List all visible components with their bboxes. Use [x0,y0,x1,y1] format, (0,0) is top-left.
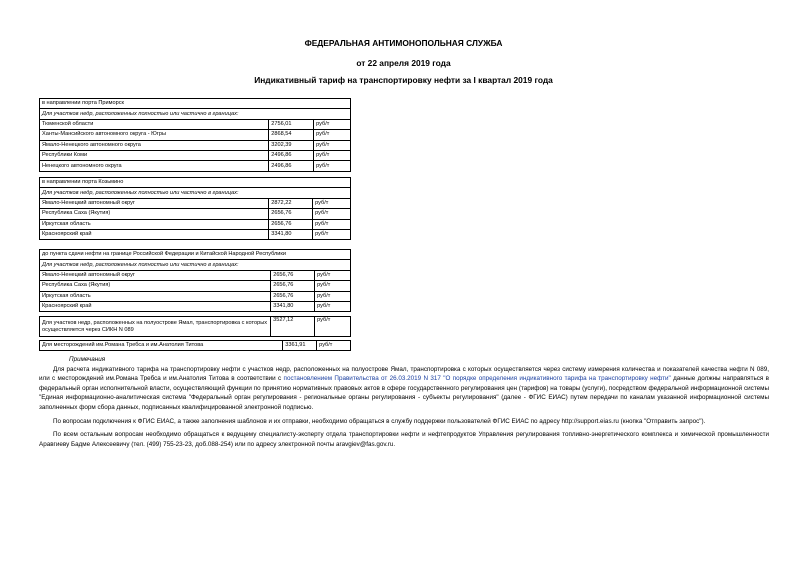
table-kozmino [39,177,351,240]
table-row: Ямало-Ненецкий автономный округ 2872,22 руб/т [40,198,351,208]
table-row: Республика Саха (Якутия) 2656,76 руб/т [40,209,351,219]
table-row: Иркутская область 2656,76 руб/т [40,291,351,301]
note-paragraph: Для расчета индикативного тарифа на транспортировку нефти с участков недр, расположенных на полуострове Ямал, транспортировка с которых осуществляется через систему измерения количества и показателей качества нефти N 089, или с месторождений им.Романа Требса и им.Анатолия Титова в соответствии с постановлением Правительства от 26.03.2019 N 317 "О порядке определения индикативного тарифа на транспортировку нефти" данные должны направляться в федеральный орган исполнительной власти, осуществляющий функции по принятию нормативных правовых актов в сфере государственного регулирования цен (тарифов) на товары (услуги), посредством федеральной информационной системы "Единая информационно-аналитическая система "Федеральный орган регулирования - региональные органы регулирования - субъекты регулирования" (далее - ФГИС ЕИАС) путем передачи по каналам указанной информационной системы заполненных форм сбора данных, подписанных квалифицированной электронной подписью. [39,365,769,411]
table-direction: до пункта сдачи нефти на границе Российской Федерации и Китайской Народной Республики [40,250,351,260]
table-row: Для участков недр, расположенных на полуострове Ямал, транспортировка с которых осуществляется через СИКН N 089 3527,12 руб/т [40,317,351,337]
notes-title: Примечания [69,356,106,363]
table-subheader: Для участков недр, расположенных полностью или частично в границах: [40,188,351,198]
table-row: Республика Саха (Якутия) 2656,76 руб/т [40,281,351,291]
table-row: Ямало-Ненецкий автономный округ 2656,76 руб/т [40,270,351,280]
table-row: Республики Коми 2496,86 руб/т [40,150,351,160]
note-paragraph: По вопросам подключения к ФГИС ЕИАС, а также заполнения шаблонов и их отправки, необходимо обращаться в службу поддержки пользователей ФГИС ЕИАС по адресу http://support.eias.ru (кнопка "Отправить запрос"). [53,417,706,425]
table-subheader: Для участков недр, расположенных полностью или частично в границах: [40,260,351,270]
agency-title: ФЕДЕРАЛЬНАЯ АНТИМОНОПОЛЬНАЯ СЛУЖБА [304,38,503,48]
note-paragraph: По всем остальным вопросам необходимо обращаться к ведущему специалисту-эксперту отдела транспортировки нефти и нефтепродуктов Управления регулирования топливно-энергетического комплекса и химической промышленности Аравгиеву Бадме Алексеевичу (тел. (499) 755-23-23, доб.088-254) или по адресу электронной почты aravgiev@fas.gov.ru. [39,431,769,448]
table-row: Красноярский край 3341,80 руб/т [40,229,351,239]
table-direction: в направлении порта Козьмино [40,178,351,188]
table-china-border [39,249,351,312]
document-title: Индикативный тариф на транспортировку нефти за I квартал 2019 года [254,75,553,85]
document-date: от 22 апреля 2019 года [356,58,451,68]
table-primorsk [39,98,351,172]
table-row: Для месторождений им.Романа Требса и им.Анатолия Титова 3361,91 руб/т [40,341,351,351]
resolution-link[interactable]: постановлением Правительства от 26.03.2019 N 317 "О порядке определения индикативного тарифа на транспортировку нефти" [283,375,671,383]
table-row: Ямало-Ненецкого автономного округа 3202,39 руб/т [40,140,351,150]
table-row: Иркутская область 2656,76 руб/т [40,219,351,229]
table-trebs-titov [39,340,351,351]
table-row: Ханты-Мансийского автономного округа - Югры 2868,54 руб/т [40,130,351,140]
table-row: Красноярский край 3341,80 руб/т [40,301,351,311]
table-row: Тюменской области 2756,01 руб/т [40,119,351,129]
table-subheader: Для участков недр, расположенных полностью или частично в границах: [40,109,351,119]
table-yamal [39,316,351,337]
table-row: Ненецкого автономного округа 2496,86 руб/т [40,161,351,171]
notes-section [39,355,769,453]
table-direction: в направлении порта Приморск [40,99,351,109]
